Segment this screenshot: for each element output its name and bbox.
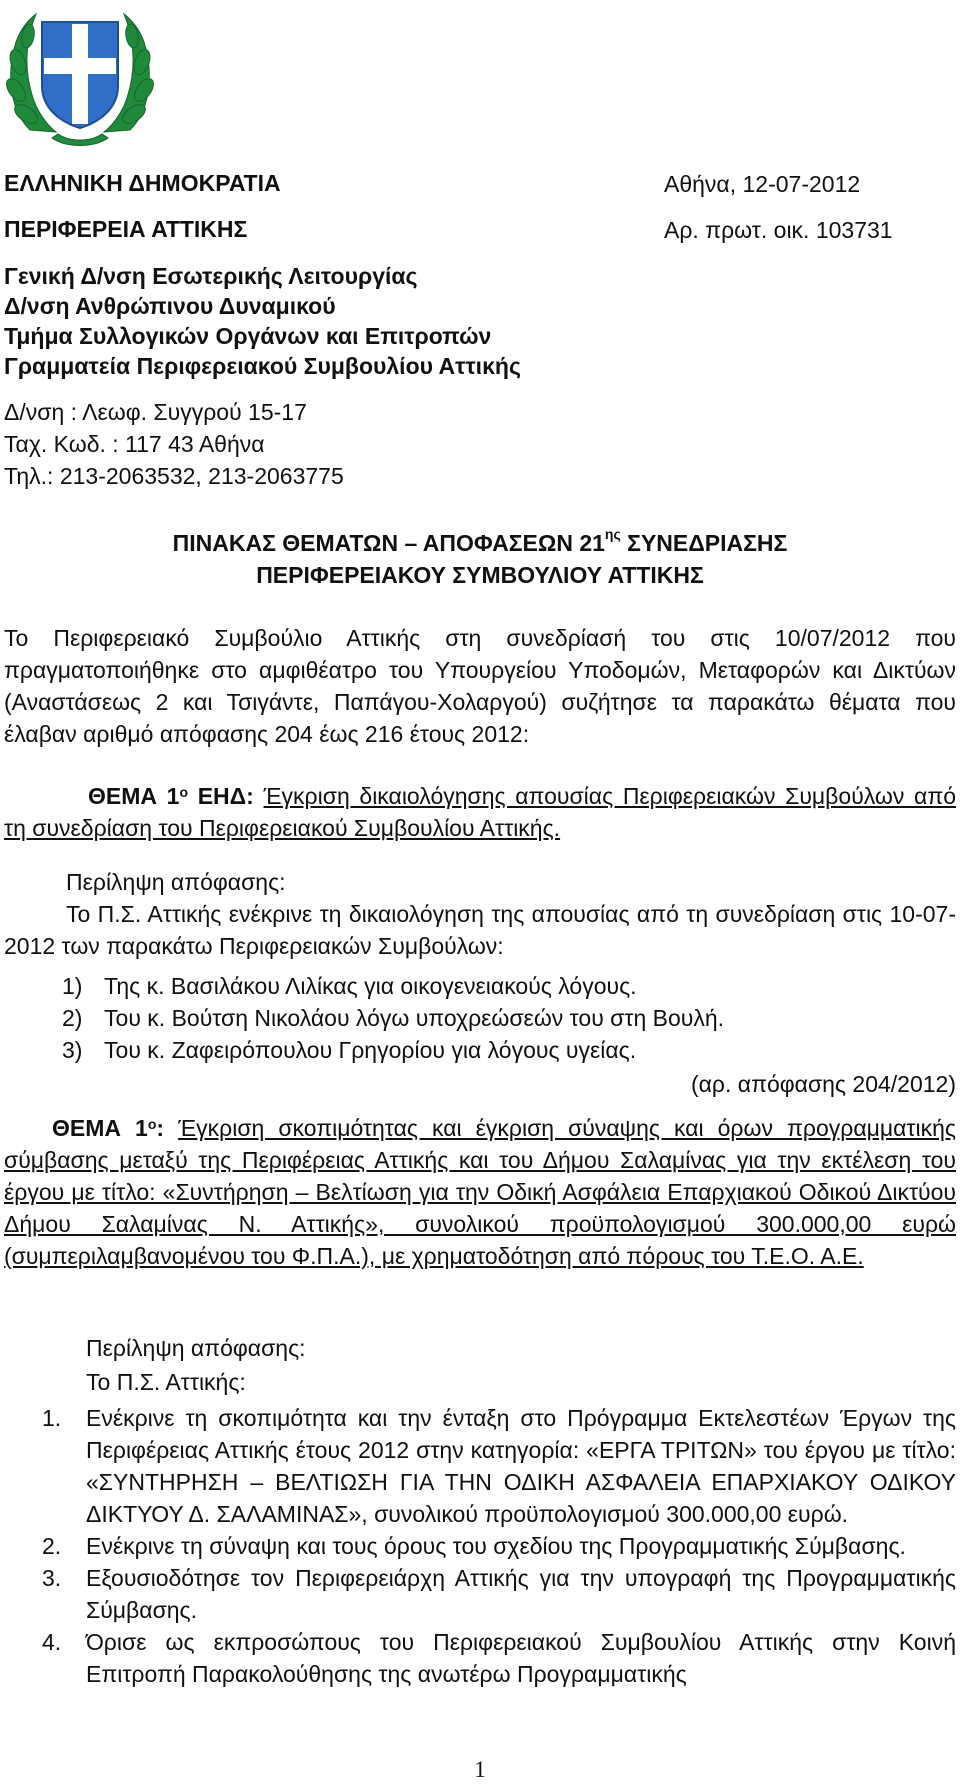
list-item-number: 1.: [42, 1405, 62, 1431]
org-name: ΕΛΛΗΝΙΚΗ ΔΗΜΟΚΡΑΤΙΑ: [4, 170, 281, 196]
list-item-number: 4.: [42, 1629, 62, 1655]
topic-1-subject: Έγκριση σκοπιμότητας και έγκριση σύναψης και όρων προγραμματικής σύμβασης μεταξύ της Περιφέρειας Αττικής και του Δήμου Σαλαμίνας για την εκτέλεση του έργου με τίτλο: «Συντήρηση – Βελτίωση για την Οδική Ασφάλεια Επαρχιακού Οδικού Δικτύου Δήμου Σαλαμίνας Ν. Αττικής», συνολικού προϋπολογισμού 300.000,00 ευρώ (συμπεριλαμβανομένου του Φ.Π.Α.), με χρηματοδότηση από πόρους του Τ.Ε.Ο. Α.Ε.: [4, 1115, 957, 1269]
topic-ehd-label-post: ΕΗΔ:: [188, 783, 254, 809]
protocol-number: Αρ. πρωτ. οικ. 103731: [664, 217, 893, 243]
general-directorate: Γενική Δ/νση Εσωτερικής Λειτουργίας: [4, 263, 418, 289]
title-line1-pre: ΠΙΝΑΚΑΣ ΘΕΜΑΤΩΝ – ΑΠΟΦΑΣΕΩΝ 21: [172, 530, 605, 556]
list-item: [62, 970, 724, 1002]
topic-ehd-decision-number: (αρ. απόφασης 204/2012): [690, 1071, 956, 1097]
topic-ehd-summary-label: Περίληψη απόφασης:: [66, 869, 286, 895]
address-line: Δ/νση : Λεωφ. Συγγρού 15-17: [4, 399, 307, 425]
list-item-text: Του κ. Ζαφειρόπουλου Γρηγορίου για λόγους υγείας.: [104, 1037, 637, 1063]
list-item: [42, 1530, 956, 1562]
list-item-number: 2): [62, 1005, 83, 1031]
list-item: [42, 1562, 956, 1626]
list-item-number: 3): [62, 1037, 83, 1063]
list-item-number: 1): [62, 973, 83, 999]
topic-1-summary-sub: Το Π.Σ. Αττικής:: [86, 1369, 246, 1395]
list-item: [62, 1002, 724, 1034]
topic-ehd-subject: Έγκριση δικαιολόγησης απουσίας Περιφερειακών Συμβούλων από τη συνεδρίαση του Περιφερειακού Συμβουλίου Αττικής.: [4, 783, 957, 841]
topic-ehd-label: [88, 783, 254, 809]
region-name: ΠΕΡΙΦΕΡΕΙΑ ΑΤΤΙΚΗΣ: [4, 216, 248, 242]
list-item-number: 3.: [42, 1565, 62, 1591]
list-item: [62, 1034, 724, 1066]
topic-1-label: [52, 1115, 164, 1141]
topic-1-list: [42, 1402, 956, 1690]
directorate: Δ/νση Ανθρώπινου Δυναμικού: [4, 293, 336, 319]
document-date: Αθήνα, 12-07-2012: [664, 171, 861, 197]
secretariat: Γραμματεία Περιφερειακού Συμβουλίου Αττικής: [4, 353, 521, 379]
topic-ehd-heading: [4, 780, 956, 844]
topic-ehd-label-pre: ΘΕΜΑ 1: [88, 783, 180, 809]
list-item: [42, 1626, 956, 1690]
list-item-number: 2.: [42, 1533, 62, 1559]
topic-ehd-summary-text: Το Π.Σ. Αττικής ενέκρινε τη δικαιολόγηση της απουσίας από τη συνεδρίαση στις 10-07-2012 των παρακάτω Περιφερειακών Συμβούλων:: [4, 901, 956, 959]
list-item-text: Όρισε ως εκπροσώπους του Περιφερειακού Συμβουλίου Αττικής στην Κοινή Επιτροπή Παρακολούθησης της ανωτέρω Προγραμματικής: [86, 1629, 956, 1687]
page-number: 1: [474, 1757, 486, 1782]
list-item-text: Ενέκρινε τη σκοπιμότητα και την ένταξη στο Πρόγραμμα Εκτελεστέων Έργων της Περιφέρειας Αττικής έτους 2012 στην κατηγορία: «ΕΡΓΑ ΤΡΙΤΩΝ» του έργου με τίτλο: «ΣΥΝΤΗΡΗΣΗ – ΒΕΛΤΙΩΣΗ ΓΙΑ ΤΗΝ ΟΔΙΚΗ ΑΣΦΑΛΕΙΑ ΕΠΑΡΧΙΑΚΟΥ ΟΔΙΚΟΥ ΔΙΚΤΥΟΥ Δ. ΣΑΛΑΜΙΝΑΣ», συνολικού προϋπολογισμού 300.000,00 ευρώ.: [86, 1405, 956, 1527]
document-subtitle: ΠΕΡΙΦΕΡΕΙΑΚΟΥ ΣΥΜΒΟΥΛΙΟΥ ΑΤΤΙΚΗΣ: [256, 562, 704, 588]
greek-coat-of-arms-emblem: [2, 2, 158, 154]
document-title: [0, 526, 960, 557]
list-item-text: Της κ. Βασιλάκου Λιλίκας για οικογενειακούς λόγους.: [104, 973, 637, 999]
postal-line: Ταχ. Κωδ. : 117 43 Αθήνα: [4, 431, 265, 457]
topic-1-label-post: :: [156, 1115, 165, 1141]
list-item-text: Εξουσιοδότησε τον Περιφερειάρχη Αττικής για την υπογραφή της Προγραμματικής Σύμβασης.: [86, 1565, 956, 1623]
title-line1-sup: ης: [604, 526, 621, 542]
phone-line: Τηλ.: 213-2063532, 213-2063775: [4, 463, 344, 489]
topic-1-label-sup: ο: [147, 1116, 157, 1132]
topic-1-heading: [4, 1112, 956, 1272]
department: Τμήμα Συλλογικών Οργάνων και Επιτροπών: [4, 323, 492, 349]
topic-1-label-pre: ΘΕΜΑ 1: [52, 1115, 148, 1141]
topic-1-summary-label: Περίληψη απόφασης:: [86, 1335, 306, 1361]
list-item-text: Ενέκρινε τη σύναψη και τους όρους του σχεδίου της Προγραμματικής Σύμβασης.: [86, 1533, 906, 1559]
list-item: [42, 1402, 956, 1530]
title-line1-post: ΣΥΝΕΔΡΙΑΣΗΣ: [620, 530, 788, 556]
topic-ehd-list: [62, 970, 724, 1066]
topic-ehd-label-sup: ο: [179, 784, 189, 800]
intro-paragraph: Το Περιφερειακό Συμβούλιο Αττικής στη συνεδρίασή του στις 10/07/2012 που πραγματοποιήθηκε στο αμφιθέατρο του Υπουργείου Υποδομών, Μεταφορών και Δικτύων (Αναστάσεως 2 και Τσιγάντε, Παπάγου-Χολαργού) συζήτησε τα παρακάτω θέματα που έλαβαν αριθμό απόφασης 204 έως 216 έτους 2012:: [4, 625, 956, 747]
list-item-text: Του κ. Βούτση Νικολάου λόγω υποχρεώσεών του στη Βουλή.: [104, 1005, 725, 1031]
